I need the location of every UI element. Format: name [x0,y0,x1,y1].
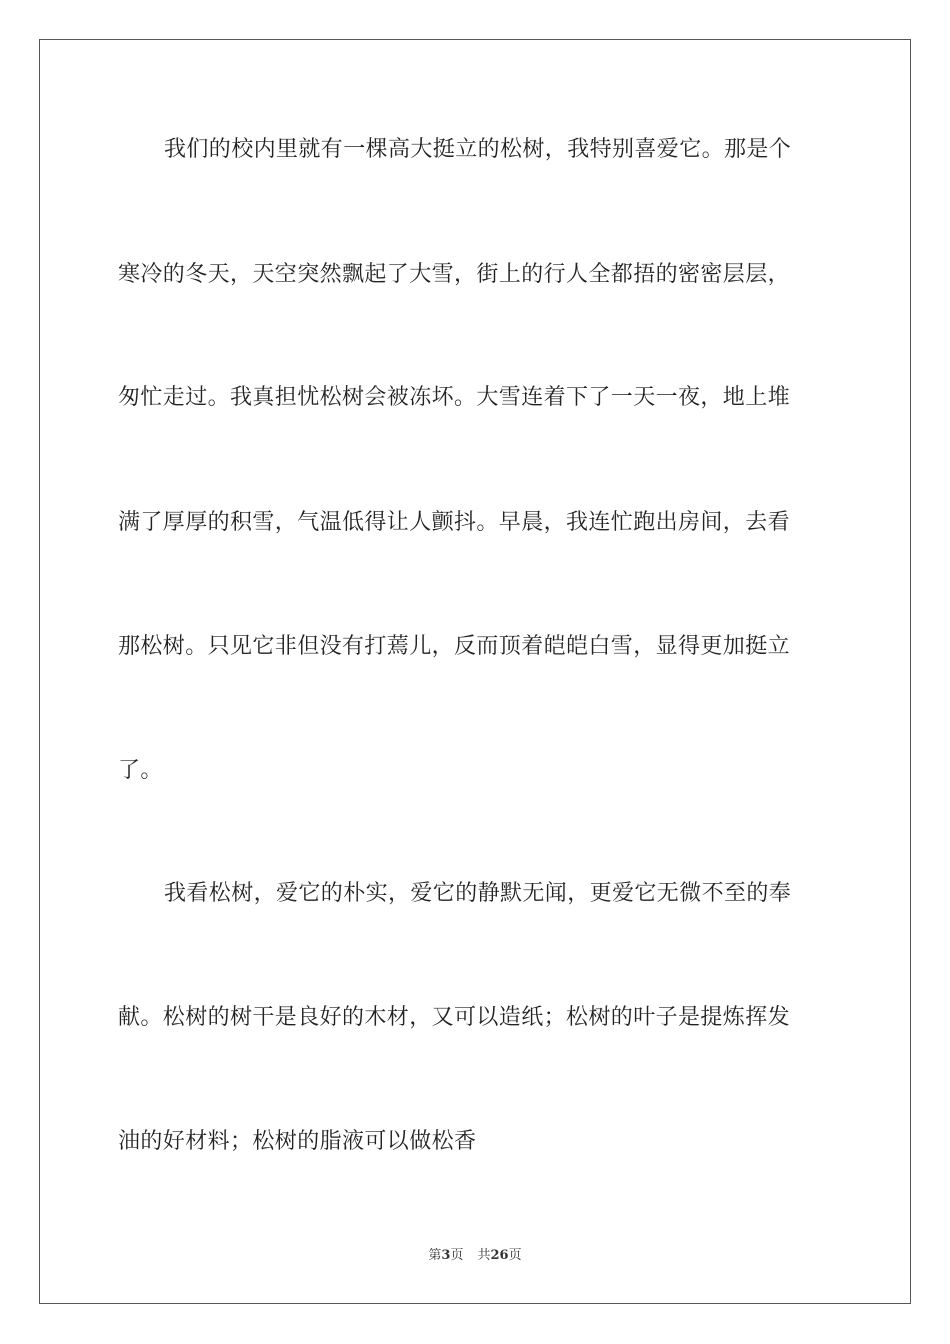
footer-page-suffix: 页 [450,1248,464,1263]
footer-page-number: 3 [441,1248,451,1263]
paragraph-1-line-3: 匆忙走过。我真担忧松树会被冻坏。大雪连着下了一天一夜，地上堆 [118,385,791,410]
paragraph-1-line-4: 满了厚厚的积雪，气温低得让人颤抖。早晨，我连忙跑出房间，去看 [118,510,791,535]
paragraph-1-line-2: 寒冷的冬天，天空突然飘起了大雪，街上的行人全都捂的密密层层， [118,262,791,287]
page-footer [0,1247,950,1265]
paragraph-1-line-5: 那松树。只见它非但没有打蔫儿，反而顶着皑皑白雪，显得更加挺立 [118,634,791,659]
footer-total-prefix: 共 [477,1248,491,1263]
paragraph-2-line-1: 我看松树，爱它的朴实，爱它的静默无闻，更爱它无微不至的奉 [164,881,792,906]
paragraph-2-line-3: 油的好材料；松树的脂液可以做松香 [118,1129,477,1154]
footer-total-suffix: 页 [508,1248,522,1263]
page-border [39,39,911,1304]
footer-total-pages: 26 [490,1248,509,1263]
paragraph-1-line-6: 了。 [118,758,163,783]
footer-page-prefix: 第 [428,1248,442,1263]
paragraph-2-line-2: 献。松树的树干是良好的木材，又可以造纸；松树的叶子是提炼挥发 [118,1005,791,1030]
paragraph-1-line-1: 我们的校内里就有一棵高大挺立的松树，我特别喜爱它。那是个 [164,137,792,162]
